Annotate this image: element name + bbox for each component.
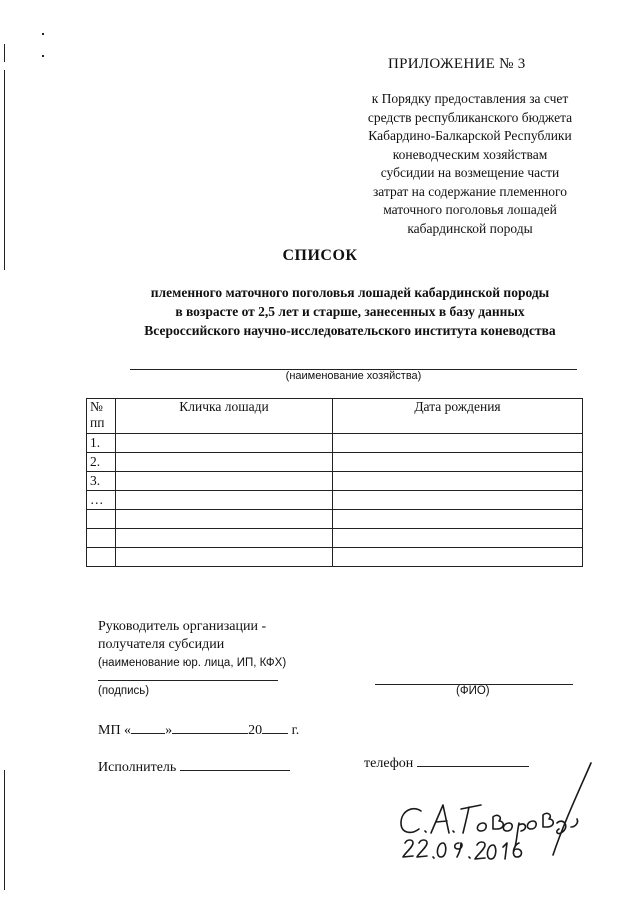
row-number: 3. xyxy=(87,472,116,491)
row-number xyxy=(87,548,116,567)
fio-caption: (ФИО) xyxy=(456,685,490,697)
appendix-note-line: кабардинской породы xyxy=(407,220,533,236)
appendix-title: ПРИЛОЖЕНИЕ № 3 xyxy=(388,56,526,72)
table-row xyxy=(87,510,583,529)
birth-date-cell[interactable] xyxy=(333,548,583,567)
farm-name-caption: (наименование хозяйства) xyxy=(285,370,422,382)
seal-date-line xyxy=(98,719,299,739)
horse-name-cell[interactable] xyxy=(116,472,333,491)
birth-date-cell[interactable] xyxy=(333,453,583,472)
head-line: получателя субсидии xyxy=(98,637,225,652)
mp-quote-close: » xyxy=(165,723,173,738)
birth-date-cell[interactable] xyxy=(333,529,583,548)
row-number: … xyxy=(87,491,116,510)
signature-field[interactable] xyxy=(98,680,278,681)
table-row xyxy=(87,548,583,567)
row-number xyxy=(87,529,116,548)
appendix-note-line: затрат на содержание племенного xyxy=(372,183,568,199)
row-number xyxy=(87,510,116,529)
margin-mark xyxy=(42,55,44,57)
horse-table xyxy=(86,398,583,567)
birth-date-cell[interactable] xyxy=(333,510,583,529)
horse-name-cell[interactable] xyxy=(116,453,333,472)
list-subtitle xyxy=(60,283,640,340)
row-number: 2. xyxy=(87,453,116,472)
horse-name-cell[interactable] xyxy=(116,510,333,529)
appendix-note-line: Кабардино-Балкарской Республики xyxy=(368,128,572,143)
year-field[interactable] xyxy=(262,719,288,734)
margin-mark xyxy=(4,44,5,62)
header-name: Кличка лошади xyxy=(116,399,333,434)
month-field[interactable] xyxy=(172,719,248,734)
appendix-note-line: маточного поголовья лошадей xyxy=(383,202,557,217)
organization-head-block xyxy=(98,618,286,672)
executor-field[interactable] xyxy=(180,756,290,771)
margin-mark xyxy=(4,70,5,270)
appendix-note-line: коневодческим хозяйствам xyxy=(392,146,548,162)
birth-date-cell[interactable] xyxy=(333,434,583,453)
appendix-note-line: субсидии на возмещение части xyxy=(380,165,560,180)
subtitle-line: в возрасте от 2,5 лет и старше, занесенных в базу данных xyxy=(175,304,525,319)
phone-label: телефон xyxy=(364,756,414,771)
horse-name-cell[interactable] xyxy=(116,548,333,567)
margin-mark xyxy=(4,770,5,890)
year-prefix: 20 xyxy=(248,723,263,738)
handwritten-signature xyxy=(385,745,620,875)
appendix-note-line: средств республиканского бюджета xyxy=(367,109,573,125)
header-num: № пп xyxy=(87,399,116,434)
birth-date-cell[interactable] xyxy=(333,491,583,510)
table-row xyxy=(87,453,583,472)
appendix-note-line: к Порядку предоставления за счет xyxy=(371,91,569,106)
year-suffix: г. xyxy=(291,723,300,738)
header-birth-date: Дата рождения xyxy=(333,399,583,434)
table-row xyxy=(87,491,583,510)
list-title: СПИСОК xyxy=(282,247,358,264)
subtitle-line: Всероссийского научно-исследовательского института коневодства xyxy=(144,323,556,338)
birth-date-cell[interactable] xyxy=(333,472,583,491)
executor-line xyxy=(98,756,290,776)
table-header-row xyxy=(87,399,583,434)
table-row xyxy=(87,434,583,453)
row-number: 1. xyxy=(87,434,116,453)
horse-name-cell[interactable] xyxy=(116,434,333,453)
horse-name-cell[interactable] xyxy=(116,491,333,510)
table-row xyxy=(87,529,583,548)
day-field[interactable] xyxy=(131,719,165,734)
table-row xyxy=(87,472,583,491)
head-caption: (наименование юр. лица, ИП, КФХ) xyxy=(98,657,287,669)
head-line: Руководитель организации - xyxy=(98,619,267,634)
appendix-note xyxy=(310,90,630,238)
executor-label: Исполнитель xyxy=(98,760,177,775)
signature-caption: (подпись) xyxy=(98,685,150,697)
horse-name-cell[interactable] xyxy=(116,529,333,548)
mp-prefix: МП « xyxy=(98,723,132,738)
subtitle-line: племенного маточного поголовья лошадей кабардинской породы xyxy=(150,285,550,300)
margin-mark xyxy=(42,33,44,35)
